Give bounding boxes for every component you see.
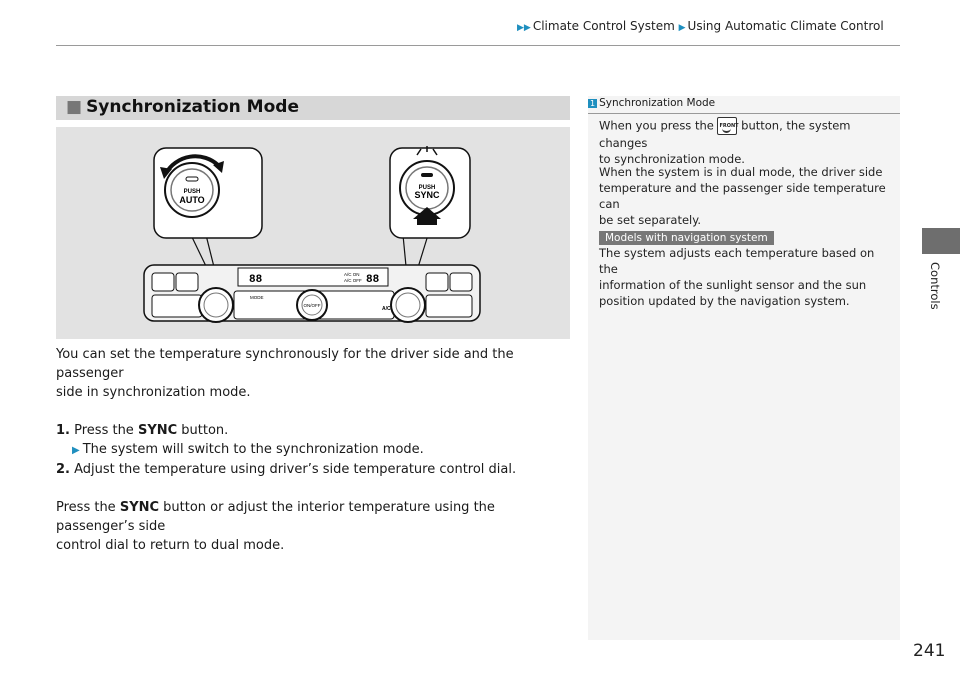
display-ac-off: A/C OFF <box>344 278 362 283</box>
panel-ac-button-label: A/C <box>382 306 391 312</box>
section-square-icon: ■ <box>66 97 83 117</box>
callout-sync-push: PUSH <box>418 185 436 191</box>
callout-auto-label: AUTO <box>179 195 205 205</box>
note-para-2: When the system is in dual mode, the driver side temperature and the passenger side temperature can be set separately. <box>599 165 886 227</box>
step-1: 1. Press the SYNC button. <box>56 423 229 438</box>
callout-sync-label: SYNC <box>414 190 440 200</box>
side-tab-label: Controls <box>928 262 942 310</box>
note-para-3: The system adjusts each temperature based on the information of the sunlight sensor and the sun position updated by the navigation system. <box>599 246 875 308</box>
section-title <box>66 97 299 117</box>
body-text <box>56 345 576 555</box>
note-para-1: When you press the FRONT button, the system changes to synchronization mode. <box>599 118 851 166</box>
front-defrost-button-icon: FRONT <box>717 117 737 135</box>
breadcrumb-part-1[interactable]: Climate Control System <box>532 19 675 33</box>
breadcrumb-part-2[interactable]: Using Automatic Climate Control <box>687 19 884 33</box>
note-heading: 1 Synchronization Mode <box>588 97 900 114</box>
display-right-temp: 88 <box>366 274 380 286</box>
panel-onoff-label: ON/OFF <box>303 303 321 308</box>
page-number: 241 <box>913 641 946 661</box>
intro-line-2: side in synchronization mode. <box>56 385 251 400</box>
climate-panel-illustration <box>56 127 570 339</box>
breadcrumb <box>517 19 884 33</box>
outro-line-1: Press the SYNC button or adjust the interior temperature using the passenger’s side <box>56 500 495 534</box>
navigation-model-tag: Models with navigation system <box>599 231 774 245</box>
breadcrumb-arrow-icon: ▶▶ <box>517 23 531 33</box>
outro-line-2: control dial to return to dual mode. <box>56 538 285 553</box>
climate-control-figure <box>56 127 570 339</box>
section-title-text: Synchronization Mode <box>86 97 299 117</box>
side-tab-marker[interactable] <box>922 228 960 254</box>
display-left-temp: 88 <box>249 274 263 286</box>
panel-mode-label: MODE <box>250 295 264 300</box>
intro-line-1: You can set the temperature synchronously for the driver side and the passenger <box>56 347 514 381</box>
result-arrow-icon: ▶ <box>72 445 80 456</box>
step-2: 2. Adjust the temperature using driver’s side temperature control dial. <box>56 462 517 477</box>
header-rule <box>56 45 900 46</box>
callout-auto-push: PUSH <box>183 189 201 195</box>
step-1-result: ▶ The system will switch to the synchronization mode. <box>72 442 424 457</box>
ref-number: 1 <box>590 98 596 108</box>
breadcrumb-arrow-icon: ▶ <box>678 23 686 33</box>
display-ac-on: A/C ON <box>344 272 360 277</box>
